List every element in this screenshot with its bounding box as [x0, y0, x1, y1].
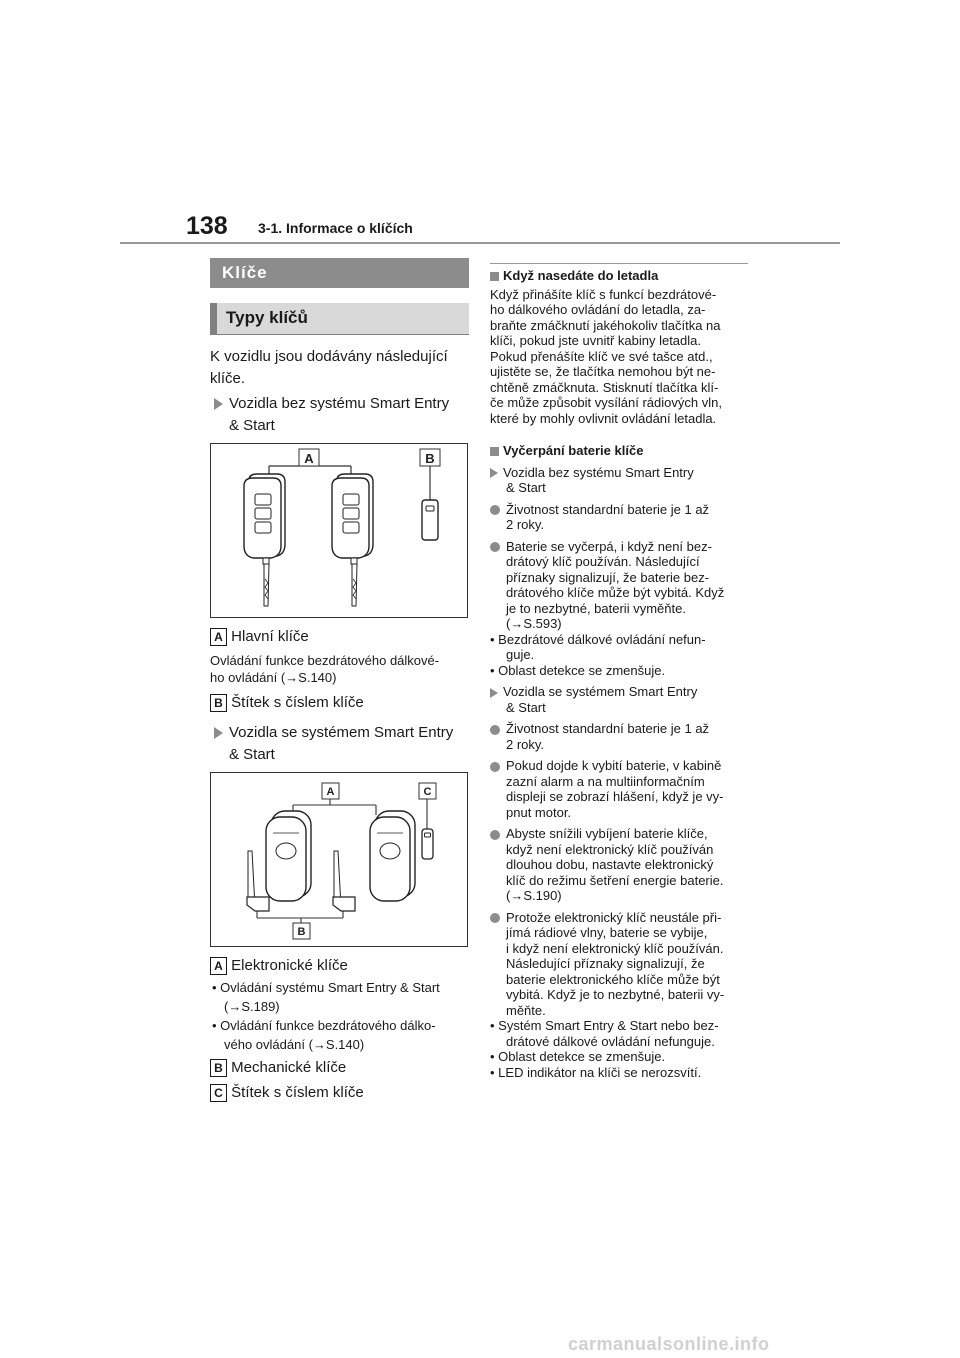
battery-heading: Vyčerpání baterie klíče: [490, 443, 748, 459]
legend1-a-note: [210, 652, 472, 686]
fig2-label-b: B: [297, 926, 306, 938]
square-bullet-icon: [490, 272, 499, 281]
circle-bullet-icon: [490, 762, 500, 772]
label-b-box: B: [210, 1059, 227, 1077]
main-key-1: [244, 474, 285, 606]
symptom-range: • Oblast detekce se zmenšuje.: [490, 662, 666, 678]
header-divider: [120, 242, 840, 244]
battery-save-mode: Abyste snížili vybíjení baterie klíče, když není elektronický klíč používán dlouhou dobu, nastavte elektronický klíč do režimu šetření energie baterie. (→S.190): [490, 826, 748, 904]
legend1-a-note-line2: ho ovládání (→S.140): [210, 670, 337, 685]
group2-label-line2: & Start: [229, 746, 275, 763]
label-c-box: C: [210, 1084, 227, 1102]
battery-dead-alarm: Pokud dojde k vybití baterie, v kabině zazní alarm a na multiinformačním displeji se zobrazí hlášení, když je vy- pnut motor.: [490, 758, 748, 820]
group2-label: [214, 722, 472, 766]
electronic-key-1: [247, 811, 311, 911]
legend1-a: [210, 626, 470, 648]
legend1-b-text: Štítek s číslem klíče: [231, 694, 364, 711]
figure-electronic-keys: [210, 772, 468, 947]
symptom-remote: • Bezdrátové dálkové ovládání nefun- guje.: [490, 631, 706, 662]
right-column-rule: [490, 263, 748, 264]
aircraft-paragraph: Když přinášíte klíč s funkcí bezdrátové- ho dálkového ovládání do letadla, za- braňte zmáčknutí jakéhokoliv tlačítka na klíči, pokud jste uvnitř kabiny letadla. Pokud přenášíte klíč ve své tašce atd., ujistěte se, že tlačítka nemohou být ne- chtěně zmáčknuta. Stisknutí tlačítka klí- če může způsobit vysílání rádiových vln, které by mohly ovlivnit ovládání letadla.: [490, 286, 722, 426]
battery-life-2: Životnost standardní baterie je 1 až 2 roky.: [490, 721, 748, 752]
legend2-a-bullets: [212, 978, 474, 1054]
legend2-a: [210, 955, 470, 977]
circle-bullet-icon: [490, 913, 500, 923]
legend2-a-bullet1-line2: (→S.189): [224, 999, 280, 1014]
circle-bullet-icon: [490, 725, 500, 735]
legend2-c: [210, 1082, 470, 1104]
fig2-label-a: A: [326, 786, 335, 798]
footer-watermark: carmanualsonline.info: [568, 1334, 770, 1354]
legend2-b: [210, 1057, 470, 1079]
battery-section: [490, 443, 748, 1080]
battery-depleted: Baterie se vyčerpá, i když není bez- drátový klíč používán. Následující příznaky signalizují, že baterie bez- drátového klíče může být vybitá. Když je to nezbytné, baterii vyměňte. (→S.593): [490, 539, 748, 632]
triangle-bullet-icon: [214, 727, 223, 739]
legend2-a-text: Elektronické klíče: [231, 957, 348, 974]
intro-paragraph: K vozidlu jsou dodávány následující klíče.: [210, 348, 448, 387]
legend1-a-note-line1: Ovládání funkce bezdrátového dálkové-: [210, 653, 440, 668]
legend2-a-bullet1-line1: • Ovládání systému Smart Entry & Start: [212, 980, 440, 995]
key-number-tag: [422, 500, 438, 540]
legend2-a-bullet2-line2: vého ovládání (→S.140): [224, 1037, 365, 1052]
label-a-box: A: [210, 957, 227, 975]
label-b-box: B: [210, 694, 227, 712]
battery-life-1: Životnost standardní baterie je 1 až 2 roky.: [490, 502, 748, 533]
key-number-tag: [422, 829, 433, 859]
main-key-2: [332, 474, 373, 606]
circle-bullet-icon: [490, 830, 500, 840]
aircraft-heading: Když nasedáte do letadla: [490, 268, 748, 284]
symptom-range-2: • Oblast detekce se zmenšuje.: [490, 1049, 666, 1064]
electronic-keys-illustration: [211, 773, 467, 946]
electronic-key-2: [333, 811, 415, 911]
symptom-smart-entry: • Systém Smart Entry & Start nebo bez- drátové dálkové ovládání nefunguje.: [490, 1018, 719, 1049]
battery-radio-waves: Protože elektronický klíč neustále při- jímá rádiové vlny, baterie se vybije, i když není elektronický klíč používán. Následující příznaky signalizují, že baterie elektronického klíče může být vybitá. Když je to nezbytné, baterii vy- měňte.: [490, 910, 748, 1019]
legend2-b-text: Mechanické klíče: [231, 1059, 347, 1076]
group1-label-line1: Vozidla bez systému Smart Entry: [229, 395, 450, 412]
fig1-label-b: B: [425, 451, 435, 466]
smart-entry-label: Vozidla se systémem Smart Entry & Start: [490, 684, 748, 715]
section-title: Klíče: [210, 258, 469, 288]
main-keys-illustration: [211, 444, 467, 617]
legend2-a-bullet2-line1: • Ovládání funkce bezdrátového dálko-: [212, 1018, 436, 1033]
triangle-bullet-icon: [490, 468, 498, 478]
group1-label-line2: & Start: [229, 417, 275, 434]
fig2-label-c: C: [423, 786, 432, 798]
label-a-box: A: [210, 628, 227, 646]
no-smart-entry-label: Vozidla bez systému Smart Entry & Start: [490, 465, 748, 496]
legend1-b: [210, 692, 470, 714]
triangle-bullet-icon: [490, 688, 498, 698]
fig1-label-a: A: [304, 451, 314, 466]
page-number: 138: [186, 212, 228, 240]
group2-label-line1: Vozidla se systémem Smart Entry: [229, 724, 454, 741]
symptom-led: • LED indikátor na klíči se nerozsvítí.: [490, 1064, 702, 1080]
legend1-a-text: Hlavní klíče: [231, 628, 309, 645]
group1-label: [214, 393, 472, 437]
legend2-c-text: Štítek s číslem klíče: [231, 1084, 364, 1101]
square-bullet-icon: [490, 447, 499, 456]
figure-main-keys: [210, 443, 468, 618]
circle-bullet-icon: [490, 505, 500, 515]
triangle-bullet-icon: [214, 398, 223, 410]
chapter-title: 3-1. Informace o klíčích: [258, 220, 413, 236]
circle-bullet-icon: [490, 542, 500, 552]
aircraft-section: [490, 268, 748, 426]
subsection-title: Typy klíčů: [210, 303, 469, 335]
